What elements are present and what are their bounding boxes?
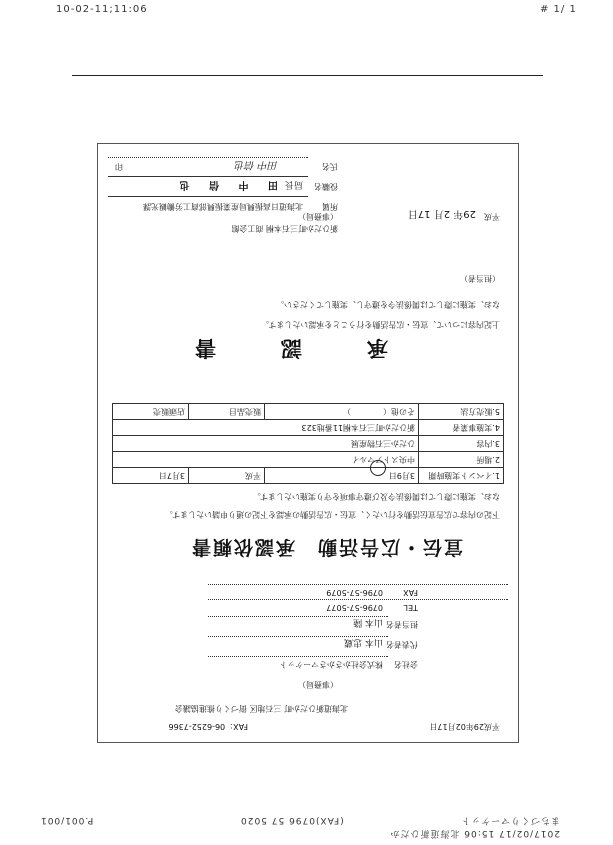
row-label: 3.内容 — [419, 436, 504, 452]
person-name: 山本 隆 — [353, 617, 383, 627]
approval-note: （担当者） — [460, 274, 500, 283]
row-value: 新ひだか町三石本桐11番地323 — [113, 420, 419, 436]
approver-name: 田 中 信 也 — [171, 179, 278, 190]
period-end: 3月9日 — [388, 471, 415, 480]
table-row — [113, 420, 504, 436]
approver-title-label: 役職名 — [314, 182, 338, 191]
fax-page-counter: # 1/ 1 — [540, 4, 577, 15]
table-row — [113, 452, 504, 468]
document-page — [97, 143, 519, 743]
fax-timestamp-top: 10-02-11;11:06 — [56, 4, 148, 15]
person-label: 担当者名 — [386, 620, 418, 629]
period-era: 平成 — [245, 471, 262, 480]
table-row — [113, 468, 504, 484]
request-table — [112, 403, 504, 484]
table-row — [113, 436, 504, 452]
row-label: 2.場所 — [419, 452, 504, 468]
period-start: 3月7日 — [158, 471, 186, 480]
document-date: 平成29年02月17日 — [429, 722, 500, 731]
flipped-content — [98, 144, 518, 742]
title-underline — [108, 176, 308, 177]
row-value: 中央ストアマルイ — [113, 452, 419, 468]
approval-date-era: 平成 — [484, 212, 500, 221]
rep-label: 代表者名 — [386, 640, 418, 649]
intro-line-1: 下記の内容で広告宣伝活動を行いたく、宣伝・広告活動の承認を下記の通り申請いたします。 — [164, 510, 500, 519]
approver-signature: 田中 信也 — [234, 159, 278, 170]
row-label: 1.イベント実施時期 — [419, 468, 504, 484]
sender-fax: FAX：06-6252-7366 — [168, 722, 248, 731]
seal-mark: 印 — [115, 162, 123, 171]
table-row — [113, 404, 504, 420]
approval-stamp — [370, 460, 386, 476]
request-title: 宣伝・広告活動 承認依頼書 — [189, 536, 463, 558]
person-underline — [208, 616, 388, 617]
fax-footer-page: P.001/001 — [40, 815, 94, 825]
approver-title: 局長 — [284, 179, 303, 189]
sales-method-other: その他（ ） — [343, 407, 415, 416]
fax-footer-number: (FAX)0796 57 5020 — [240, 815, 344, 825]
approver-name-label: 氏名 — [322, 162, 338, 171]
approver-office: （事務局） — [298, 212, 338, 221]
approver-org-label: 所属 — [322, 202, 338, 211]
fax-underline — [208, 584, 508, 585]
sender-office: （事務局） — [298, 680, 338, 689]
approval-line-2: なお、実施に際しては関係法令を遵守し、実施してください。 — [276, 300, 500, 309]
row-label: 5.販売方法 — [419, 404, 504, 420]
company-label: 会社名 — [394, 660, 418, 669]
row-label: 4.実施事業者 — [419, 420, 504, 436]
org-underline — [108, 196, 308, 197]
header-rule — [72, 75, 543, 76]
approver-org: 北海道日高振興局産業振興部商工労働観光課 — [143, 202, 303, 211]
sales-method: 店頭販売 — [153, 407, 186, 416]
approval-date: 29年 2月 17日 — [407, 208, 476, 219]
approval-title: 承 認 書 — [173, 336, 388, 360]
approver-office-address: 新ひだか町三石本桐 商工会館 — [231, 224, 338, 233]
sender-line: 北海道新ひだか町 三石地区 街づくり推進協議会 — [174, 704, 348, 713]
intro-line-2: なお、実施に際しては関係法令及び遵守事項を守り実施いたします。 — [252, 492, 500, 501]
company-name: 株式会社かさかさマーケット — [279, 660, 383, 669]
fax-value: 0796-57-5079 — [326, 588, 383, 597]
tel-label: TEL — [403, 603, 418, 612]
approval-line-1: 上記内容について、宣伝・広告活動を行うことを承認いたします。 — [260, 320, 500, 329]
rep-name: 山本 忠蔵 — [344, 637, 383, 647]
company-underline — [208, 656, 388, 657]
sales-items: 販売品目 — [229, 407, 262, 416]
rep-underline — [208, 636, 388, 637]
fax-label: FAX — [403, 588, 418, 597]
fax-footer-sender: 2017/02/17 15:06 北海道新ひだかまちづくりマーケット — [389, 815, 560, 838]
tel-value: 0796-57-5077 — [326, 603, 383, 612]
row-value: ひだか三石物産展 — [113, 436, 419, 452]
tel-underline — [208, 599, 508, 600]
name-underline — [108, 157, 308, 158]
